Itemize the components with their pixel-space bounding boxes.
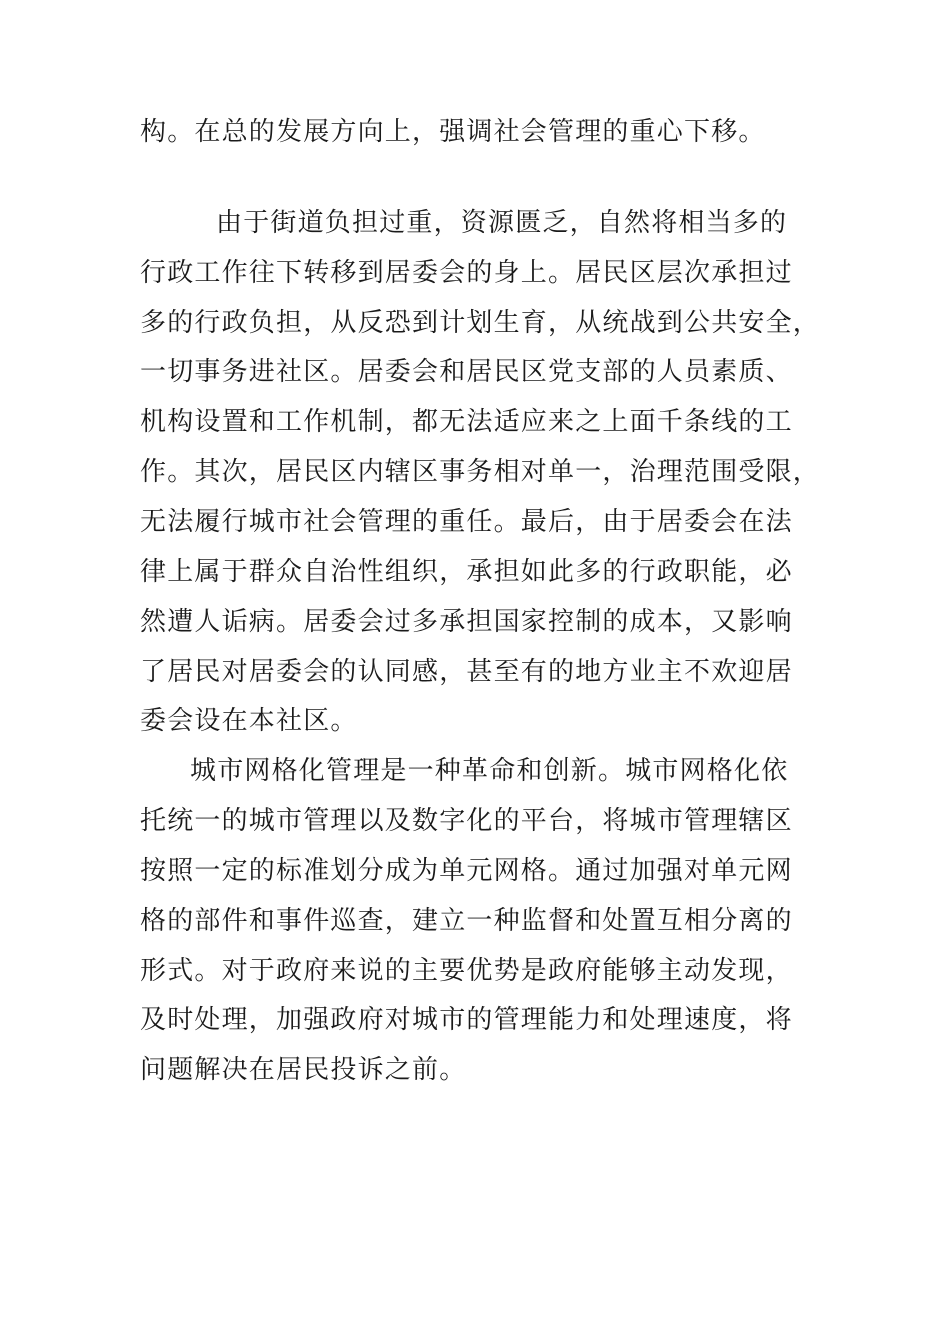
text-line-10: 然遭人诟病。居委会过多承担国家控制的成本，又影响 (140, 607, 793, 637)
text-line-6: 机构设置和工作机制，都无法适应来之上面千条线的工 (140, 407, 793, 437)
text-line-17: 形式。对于政府来说的主要优势是政府能够主动发现， (140, 956, 793, 986)
text-line-13: 城市网格化管理是一种革命和创新。城市网格化依 (190, 756, 789, 786)
text-line-18: 及时处理，加强政府对城市的管理能力和处理速度，将 (140, 1005, 793, 1035)
text-line-11: 了居民对居委会的认同感，甚至有的地方业主不欢迎居 (140, 657, 793, 687)
text-line-14: 托统一的城市管理以及数字化的平台，将城市管理辖区 (140, 806, 793, 836)
text-line-16: 格的部件和事件巡查，建立一种监督和处置互相分离的 (140, 906, 793, 936)
text-line-5: 一切事务进社区。居委会和居民区党支部的人员素质、 (140, 357, 793, 387)
text-line-8: 无法履行城市社会管理的重任。最后，由于居委会在法 (140, 507, 793, 537)
text-line-3: 行政工作往下转移到居委会的身上。居民区层次承担过 (140, 258, 793, 288)
text-line-9: 律上属于群众自治性组织，承担如此多的行政职能，必 (140, 557, 793, 587)
text-line-7: 作。其次，居民区内辖区事务相对单一，治理范围受限， (140, 457, 821, 487)
text-line-19: 问题解决在居民投诉之前。 (140, 1055, 467, 1085)
text-line-1: 构。在总的发展方向上，强调社会管理的重心下移。 (140, 117, 766, 147)
text-line-12: 委会设在本社区。 (140, 706, 358, 736)
text-line-4: 多的行政负担，从反恐到计划生育，从统战到公共安全， (140, 308, 821, 338)
text-line-15: 按照一定的标准划分成为单元网格。通过加强对单元网 (140, 856, 793, 886)
text-line-2: 由于街道负担过重，资源匮乏，自然将相当多的 (216, 208, 788, 238)
